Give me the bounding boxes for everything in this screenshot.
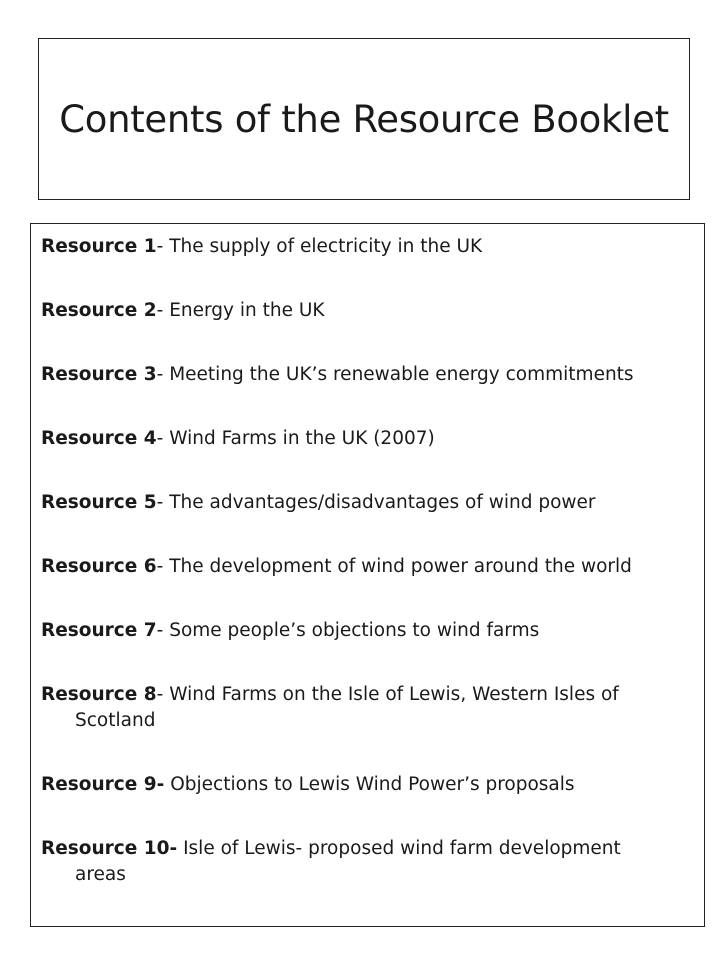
resource-item-5 (41, 490, 696, 516)
resource-item-6 (41, 554, 696, 580)
resource-item-1 (41, 234, 696, 260)
resource-title-continuation: Scotland (75, 710, 156, 731)
resource-separator: - (156, 428, 170, 449)
resource-item-3 (41, 362, 696, 388)
resource-title: Some people’s objections to wind farms (169, 620, 540, 641)
resource-label: Resource 10- (41, 838, 178, 859)
resource-separator: - (156, 684, 170, 705)
page-title: Contents of the Resource Booklet (59, 97, 669, 141)
resource-label: Resource 6 (41, 556, 157, 577)
resource-title-continuation: areas (75, 864, 126, 885)
resource-label: Resource 3 (41, 364, 157, 385)
contents-box (30, 223, 705, 927)
resource-label: Resource 8 (41, 684, 157, 705)
resource-separator: - (156, 364, 170, 385)
resource-label: Resource 4 (41, 428, 157, 449)
resource-title: The development of wind power around the world (169, 556, 632, 577)
resource-label: Resource 2 (41, 300, 157, 321)
resource-title: The advantages/disadvantages of wind power (169, 492, 596, 513)
resource-item-9 (41, 772, 696, 798)
resource-label: Resource 1 (41, 236, 157, 257)
resource-title: Wind Farms on the Isle of Lewis, Western Isles of (169, 684, 619, 705)
resource-item-7 (41, 618, 696, 644)
resource-item-4 (41, 426, 696, 452)
resource-title: Isle of Lewis- proposed wind farm development (183, 838, 621, 859)
resource-title: Objections to Lewis Wind Power’s proposals (170, 774, 575, 795)
resource-item-8 (41, 682, 696, 734)
resource-item-2 (41, 298, 696, 324)
resource-label: Resource 9- (41, 774, 165, 795)
resource-label: Resource 7 (41, 620, 157, 641)
resource-separator: - (156, 236, 170, 257)
resource-title: Wind Farms in the UK (2007) (169, 428, 435, 449)
resource-label: Resource 5 (41, 492, 157, 513)
resource-title: Meeting the UK’s renewable energy commitments (169, 364, 634, 385)
title-box (38, 38, 690, 200)
resource-title: Energy in the UK (169, 300, 325, 321)
resource-separator: - (156, 620, 170, 641)
resource-title: The supply of electricity in the UK (169, 236, 483, 257)
resource-item-10 (41, 836, 696, 888)
resource-separator: - (156, 300, 170, 321)
resource-separator: - (156, 492, 170, 513)
resource-separator: - (156, 556, 170, 577)
